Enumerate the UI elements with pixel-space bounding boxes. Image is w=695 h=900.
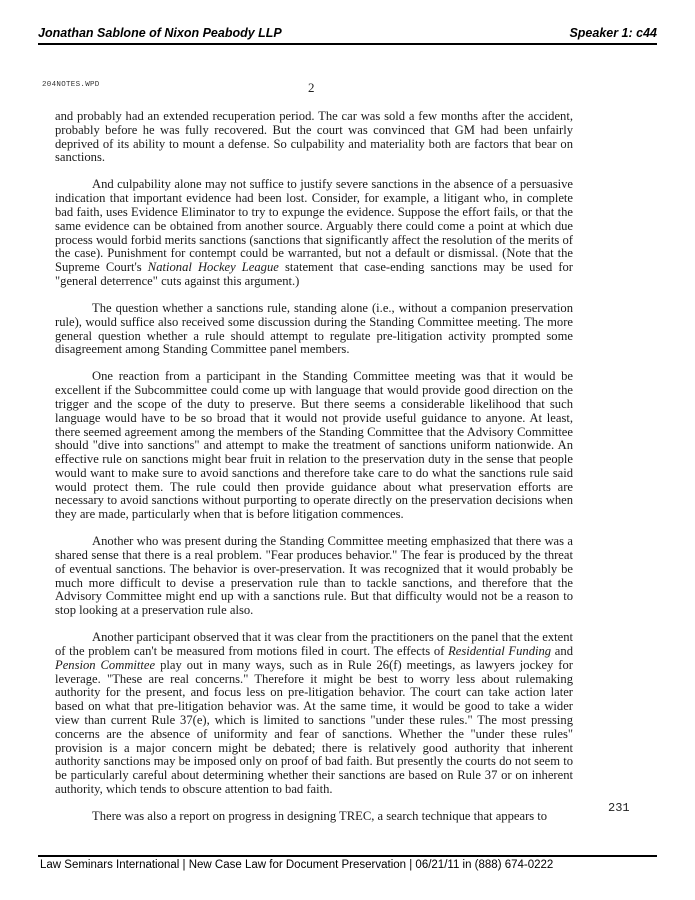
body-paragraph — [55, 810, 573, 824]
case-name: National Hockey League — [147, 260, 279, 275]
bates-number: 231 — [608, 801, 630, 815]
body-paragraph — [55, 370, 573, 522]
footer-divider — [38, 855, 657, 857]
page-footer: Law Seminars International | New Case Law for Document Preservation | 06/21/11 in (888) 674-0222 — [40, 859, 554, 871]
case-name: Residential Funding — [448, 644, 552, 659]
paragraph-text: statement that case-ending sanctions may be used for "general deterrence" cuts against this argument.) — [55, 260, 574, 288]
document-page-number: 2 — [308, 80, 315, 95]
paragraph-text: and probably had an extended recuperation period. The car was sold a few months after the accident, probably before he was fully recovered. But the court was convinced that GM had been unfairly deprived of its ability to mount a defense. So culpability and materiality both are factors that bear on sanctions. — [55, 109, 573, 165]
body-paragraph — [55, 535, 573, 618]
paragraph-text: There was also a report on progress in designing TREC, a search technique that appears to — [92, 808, 548, 823]
document-body — [55, 110, 573, 837]
case-name: Pension Committee — [55, 657, 156, 672]
paragraph-text: The question whether a sanctions rule, standing alone (i.e., without a companion preservation rule), would suffice also received some discussion during the Standing Committee meeting. The more general question whether a rule should attempt to regulate pre-litigation activity prompted some disagreement among Standing Committee panel members. — [55, 300, 573, 357]
header-speaker-name: Jonathan Sablone of Nixon Peabody LLP — [38, 26, 282, 40]
body-paragraph — [55, 110, 573, 165]
page-header — [38, 26, 657, 42]
paragraph-text: Another participant observed that it was clear from the practitioners on the panel that the extent of the problem can't be measured from motions filed in court. The effects of — [55, 630, 573, 659]
body-paragraph — [55, 302, 573, 357]
paragraph-text: One reaction from a participant in the Standing Committee meeting was that it would be excellent if the Subcommittee could come up with language that would provide good direction on the trigger and the scope of the duty to preserve. But there seems a considerable likelihood that such language would have to be so broad that it would not provide useful guidance to anyone. At least, there seemed agreement among the members of the Standing Committee that the Advisory Committee should "dive into sanctions" and attempt to make the treatment of sanctions uniform nationwide. An effective rule on sanctions might bear fruit in relation to the preservation duty in the sense that people would want to make sure to avoid sanctions and therefore take care to do what the sanctions rule said would protect them. The rule could then provide guidance about what preservation efforts are necessary to avoid sanctions without purporting to operate directly on the preservation decisions when they are made, particularly when that is before litigation commences. — [55, 369, 573, 522]
header-speaker-id: Speaker 1: c44 — [569, 26, 657, 40]
document-filename: 204NOTES.WPD — [42, 81, 100, 89]
paragraph-text: play out in many ways, such as in Rule 26(f) meetings, as lawyers jockey for leverage. "These are real concerns." Therefore it might be best to worry less about rulemaking authority for the present, and focus less on pre-litigation behavior. The court can take action later based on what that pre-litigation behavior was. At the same time, it would be good to take a wider view than current Rule 37(e), which is limited to sanctions "under these rules." The most pressing concerns are the absence of uniformity and fear of sanctions. Whether the "under these rules" provision is a major concern might be debated; there is relatively good authority that inherent authority sanctions may be imposed only on proof of bad faith. But presently the courts do not seem to be particularly careful about determining whether their sanctions are based on Rule 37 or on inherent authority, which tends to obscure attention to bad faith. — [55, 657, 573, 796]
body-paragraph — [55, 631, 573, 797]
body-paragraph — [55, 178, 573, 288]
paragraph-text: And culpability alone may not suffice to justify severe sanctions in the absence of a persuasive indication that important evidence had been lost. Consider, for example, a litigant who, in complete bad faith, uses Evidence Eliminator to try to expunge the evidence. Suppose the effort fails, or that the same evidence can be obtained from another source. Arguably there could come a point at which due process would forbid merits sanctions (sanctions that significantly affect the resolution of the merits of the case). Punishment for contempt could be warranted, but not a default or dismissal. (Note that the Supreme Court's — [55, 177, 573, 275]
paragraph-text: and — [551, 644, 573, 659]
paragraph-text: Another who was present during the Standing Committee meeting emphasized that there was a shared sense that there is a real problem. "Fear produces behavior." The fear is produced by the threat of eventual sanctions. The behavior is over-preservation. It was recognized that it would probably be much more difficult to devise a preservation rule than to tackle sanctions, and therefore that the Advisory Committee might end up with a sanctions rule. But that difficulty would not be a reason to stop looking at a preservation rule also. — [55, 534, 573, 618]
header-divider — [38, 43, 657, 45]
